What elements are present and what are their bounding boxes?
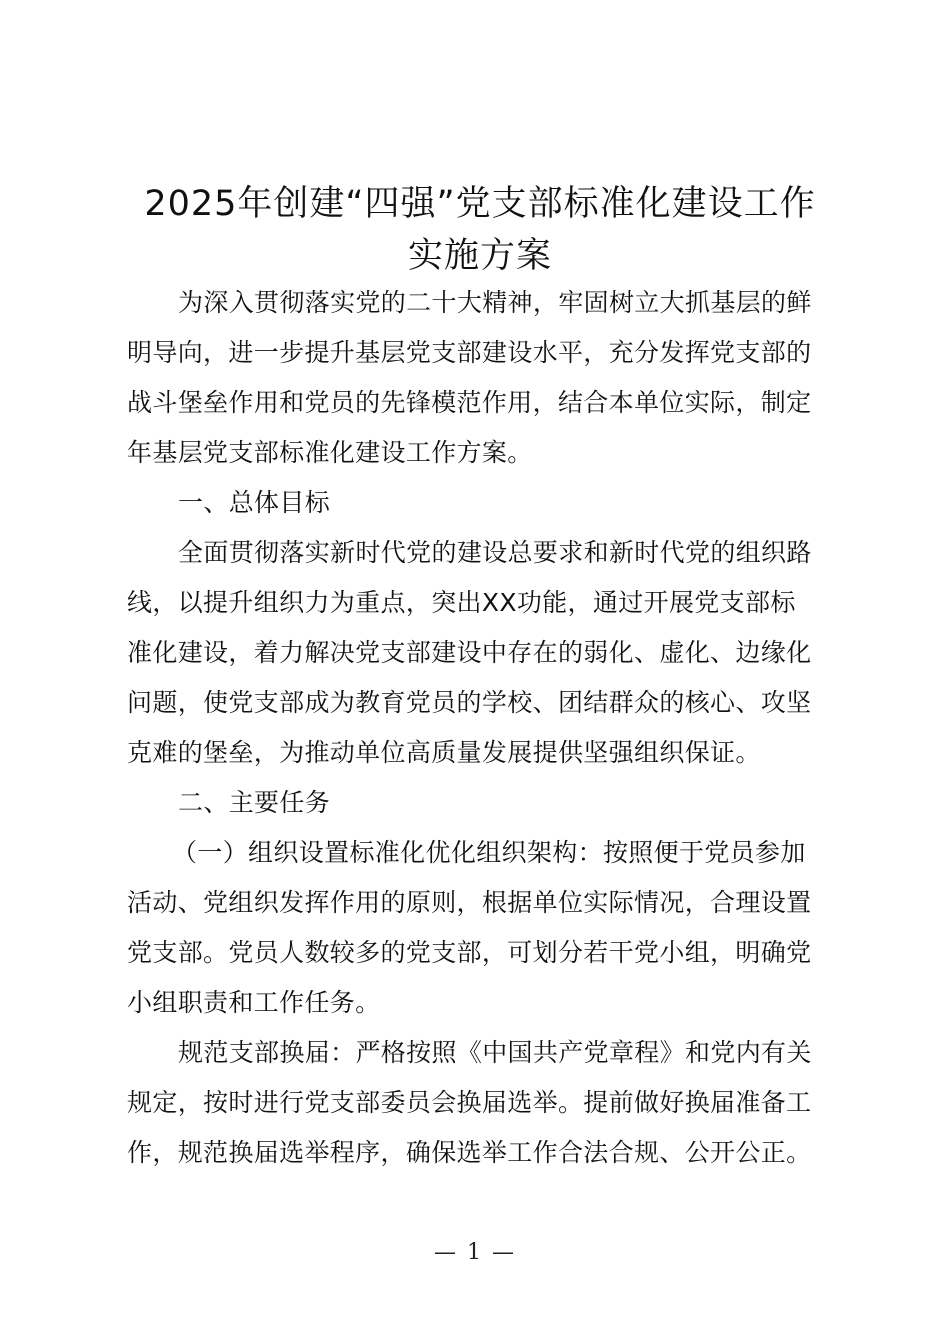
intro-line-4: 年基层党支部标准化建设工作方案。 [127, 438, 533, 467]
intro-line-2: 明导向，进一步提升基层党支部建设水平，充分发挥党支部的 [127, 338, 812, 367]
section-1-line-4: 问题，使党支部成为教育党员的学校、团结群众的核心、攻坚 [127, 688, 812, 717]
task-2-line-1: 规范支部换届：严格按照《中国共产党章程》和党内有关 [178, 1038, 812, 1067]
section-1-line-3: 准化建设，着力解决党支部建设中存在的弱化、虚化、边缘化 [127, 638, 812, 667]
section-2-heading: 二、主要任务 [178, 788, 331, 817]
task-1-line-3: 党支部。党员人数较多的党支部，可划分若干党小组，明确党 [127, 938, 812, 967]
document-title-line-1: 2025年创建“四强”党支部标准化建设工作 [144, 184, 816, 224]
page-number: — 1 — [434, 1240, 516, 1265]
task-1-line-1: （一）组织设置标准化优化组织架构：按照便于党员参加 [172, 838, 806, 867]
intro-line-3: 战斗堡垒作用和党员的先锋模范作用，结合本单位实际，制定 [127, 388, 812, 417]
task-2-line-2: 规定，按时进行党支部委员会换届选举。提前做好换届准备工 [127, 1088, 812, 1117]
section-1-line-1: 全面贯彻落实新时代党的建设总要求和新时代党的组织路 [178, 538, 812, 567]
task-2-line-3: 作，规范换届选举程序，确保选举工作合法合规、公开公正。 [127, 1138, 812, 1167]
intro-line-1: 为深入贯彻落实党的二十大精神，牢固树立大抓基层的鲜 [178, 288, 812, 317]
section-1-heading: 一、总体目标 [178, 488, 331, 517]
section-1-line-5: 克难的堡垒，为推动单位高质量发展提供坚强组织保证。 [127, 738, 761, 767]
task-1-line-4: 小组职责和工作任务。 [127, 988, 381, 1017]
task-1-line-2: 活动、党组织发挥作用的原则，根据单位实际情况，合理设置 [127, 888, 812, 917]
section-1-line-2: 线，以提升组织力为重点，突出XX功能，通过开展党支部标 [127, 588, 796, 617]
document-title-line-2: 实施方案 [407, 236, 552, 276]
